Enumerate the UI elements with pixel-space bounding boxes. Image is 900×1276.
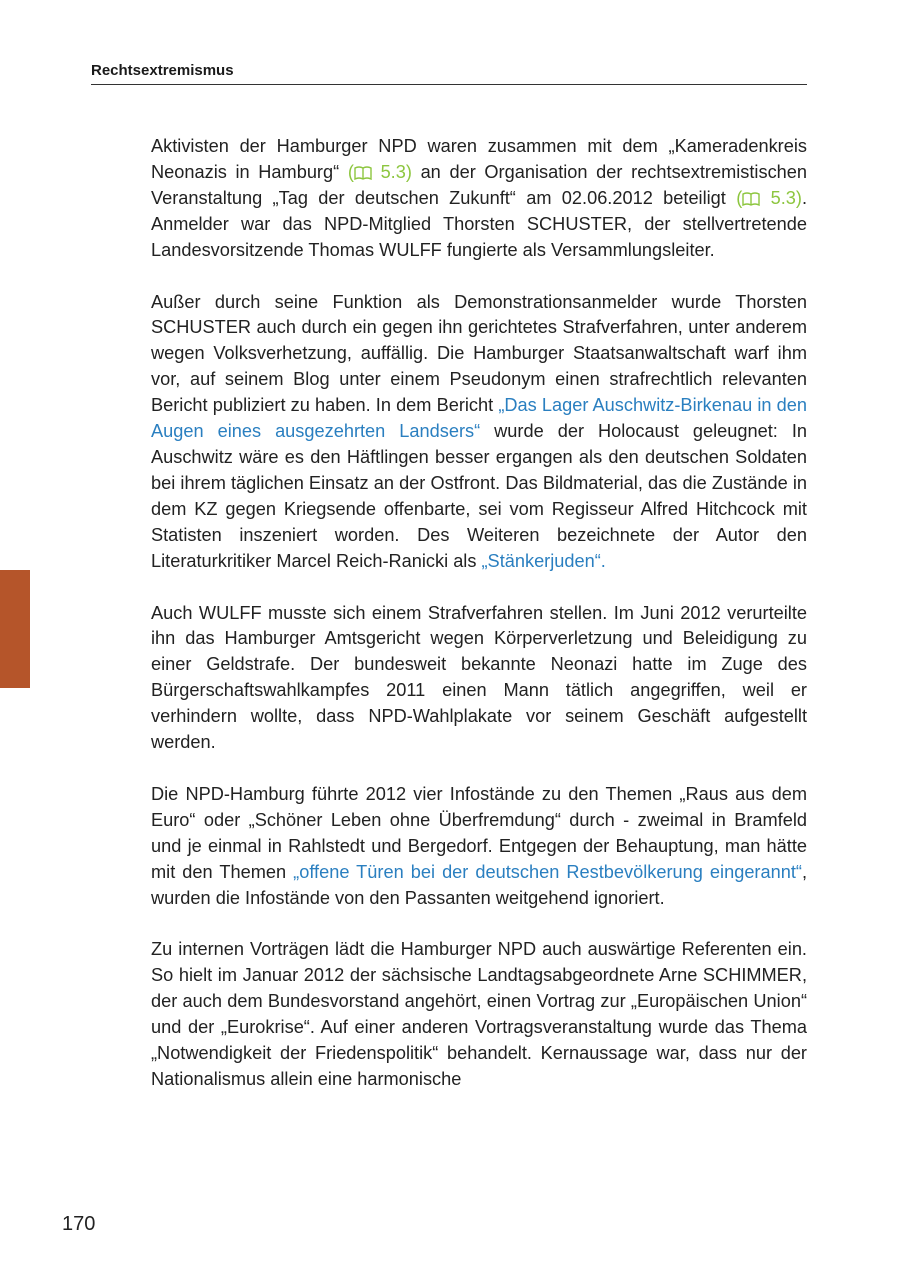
chapter-tab-marker [0, 570, 30, 688]
quoted-phrase: „offene Türen bei der deutschen Restbevölkerung eingerannt“ [293, 861, 802, 882]
paragraph-text: . Anmelder war das NPD-Mitglied Thorsten SCHUSTER, der stellvertretende Landesvorsitzende Thomas WULFF fungierte als Versammlungsleiter. [151, 187, 807, 260]
paragraph-text: Auch WULFF musste sich einem Strafverfahren stellen. Im Juni 2012 verurteilte ihn das Hamburger Amtsgericht wegen Körperverletzung und Beleidigung zu einer Geldstrafe. Der bundesweit bekannte Neonazi hatte im Zuge des Bürgerschaftswahlkampfes 2011 einen Mann tätlich angegriffen, weil er verhindern wollte, dass NPD-Wahlplakate vor seinem Geschäft aufgestellt werden. [151, 602, 807, 753]
paragraph-text: wurde der Holocaust geleugnet: In Auschwitz wäre es den Häftlingen besser ergangen als den deutschen Soldaten bei ihrem täglichen Einsatz an der Ostfront. Das Bildmaterial, das die Zustände in dem KZ gegen Kriegsende offenbarte, sei vom Regisseur Alfred Hitchcock mit Statisten inszeniert worden. Des Weiteren bezeichnete der Autor den Literaturkritiker Marcel Reich-Ranicki als [151, 421, 807, 571]
paragraph-text: , wurden die Infostände von den Passanten weitgehend ignoriert. [151, 861, 808, 908]
cross-reference-label: 5.3) [380, 161, 412, 182]
cross-reference[interactable]: ( 5.3) [347, 161, 412, 182]
body-text [151, 134, 807, 1119]
book-icon [742, 192, 760, 206]
paragraph-4 [151, 782, 807, 912]
paragraph-5 [151, 937, 807, 1092]
page-number: 170 [62, 1213, 96, 1235]
paragraph-text: Aktivisten der Hamburger NPD waren zusammen mit dem „Kameradenkreis Neonazis in Hamburg“ [151, 136, 807, 182]
paragraph-1 [151, 134, 807, 264]
paragraph-2 [151, 290, 807, 575]
cross-reference[interactable]: ( 5.3) [736, 187, 802, 208]
book-icon [354, 166, 372, 180]
running-header [91, 62, 807, 85]
paragraph-3 [151, 601, 807, 756]
quoted-term: „Stänkerjuden“. [481, 550, 606, 571]
paragraph-text: an der Organisation der rechtsextremistischen Veranstaltung „Tag der deutschen Zukunft“ am 02.06.2012 beteiligt [151, 161, 808, 208]
running-title: Rechtsextremismus [91, 62, 234, 79]
paragraph-text: Die NPD-Hamburg führte 2012 vier Infostände zu den Themen „Raus aus dem Euro“ oder „Schöner Leben ohne Überfremdung“ durch - zweimal in Bramfeld und je einmal in Rahlstedt und Bergedorf. Entgegen der Behauptung, man hätte mit den Themen [151, 783, 807, 882]
paragraph-text: Außer durch seine Funktion als Demonstrationsanmelder wurde Thorsten SCHUSTER auch durch ein gegen ihn gerichtetes Strafverfahren, unter anderem wegen Volksverhetzung, auffällig. Die Hamburger Staatsanwaltschaft warf ihm vor, auf seinem Blog unter einem Pseudonym einen strafrechtlich relevanten Bericht publiziert zu haben. In dem Bericht [151, 291, 807, 416]
cross-reference-label: 5.3) [770, 187, 802, 208]
quoted-title: „Das Lager Auschwitz-Birkenau in den Augen eines ausgezehrten Landsers“ [151, 395, 807, 442]
paragraph-text: Zu internen Vorträgen lädt die Hamburger NPD auch auswärtige Referenten ein. So hielt im Januar 2012 der sächsische Landtagsabgeordnete Arne SCHIMMER, der auch dem Bundesvorstand angehört, einen Vortrag zur „Europäischen Union“ und der „Eurokrise“. Auf einer anderen Vortragsveranstaltung wurde das Thema „Notwendigkeit der Friedenspolitik“ behandelt. Kernaussage war, dass nur der Nationalismus allein eine harmonische [151, 939, 807, 1089]
